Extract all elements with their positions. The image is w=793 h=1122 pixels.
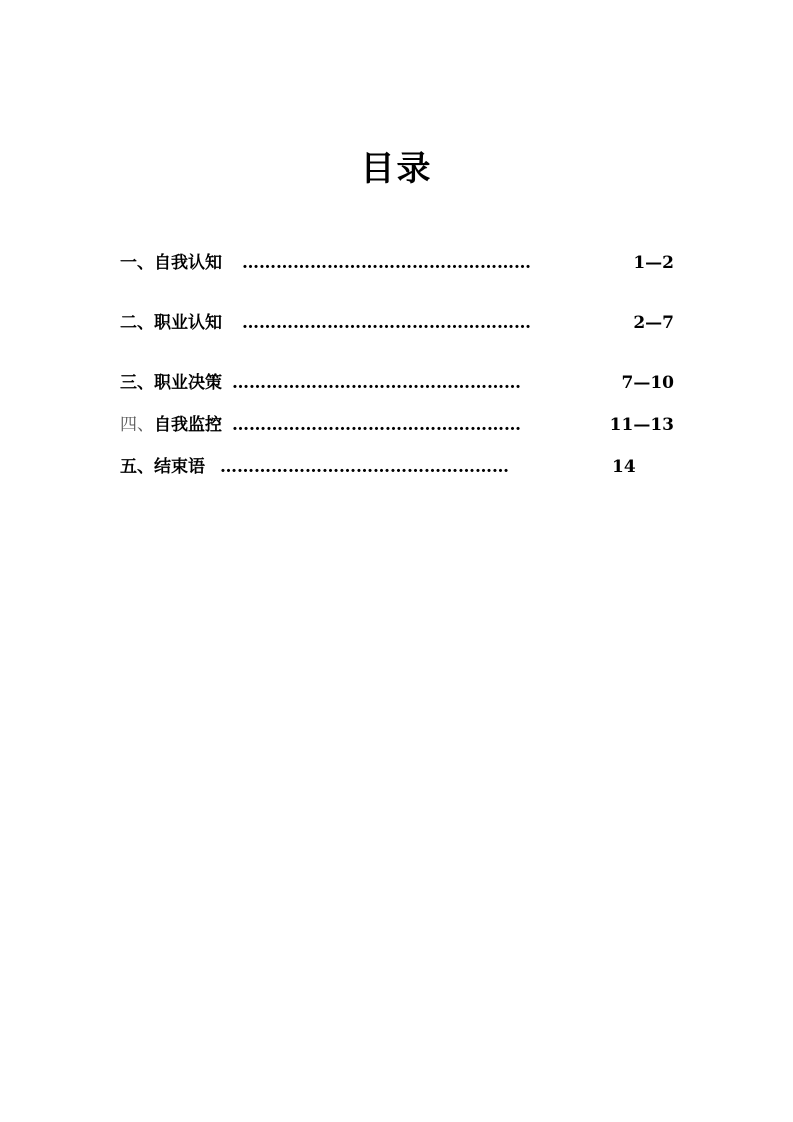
- toc-page-number: 7—10: [621, 373, 674, 393]
- toc-entry-label: [120, 370, 222, 396]
- toc-entry-title: 结束语: [154, 457, 205, 477]
- toc-entry-title: 职业决策: [154, 373, 222, 393]
- toc-entry-number: 五、: [120, 457, 154, 477]
- toc-entry-title: 自我监控: [154, 415, 222, 435]
- toc-page-number: 11—13: [609, 415, 674, 435]
- toc-entry[interactable]: [0, 250, 793, 276]
- toc-entry[interactable]: [0, 370, 793, 396]
- toc-entry[interactable]: [0, 412, 793, 438]
- toc-dot-leader: ……………………………………………: [232, 415, 521, 435]
- toc-entry-number: 二、: [120, 313, 154, 333]
- toc-dot-leader: ……………………………………………: [242, 313, 531, 333]
- toc-entry-label: [120, 250, 222, 276]
- toc-page-number: 14: [612, 457, 636, 477]
- page-title: 目录: [360, 149, 433, 189]
- toc-entry-label: [120, 412, 222, 438]
- toc-entry-title: 自我认知: [154, 253, 222, 273]
- toc-entry-number: 四、: [120, 415, 154, 435]
- toc-page-number: 1—2: [633, 253, 674, 273]
- toc-dot-leader: ……………………………………………: [232, 373, 521, 393]
- toc-entry-title: 职业认知: [154, 313, 222, 333]
- toc-entry-number: 三、: [120, 373, 154, 393]
- toc-dot-leader: ……………………………………………: [242, 253, 531, 273]
- toc-entry-label: [120, 310, 222, 336]
- toc-entry[interactable]: [0, 454, 793, 480]
- toc-entry-number: 一、: [120, 253, 154, 273]
- toc-page-number: 2—7: [633, 313, 674, 333]
- toc-entry[interactable]: [0, 310, 793, 336]
- toc-dot-leader: ……………………………………………: [220, 457, 509, 477]
- toc-entry-label: [120, 454, 205, 480]
